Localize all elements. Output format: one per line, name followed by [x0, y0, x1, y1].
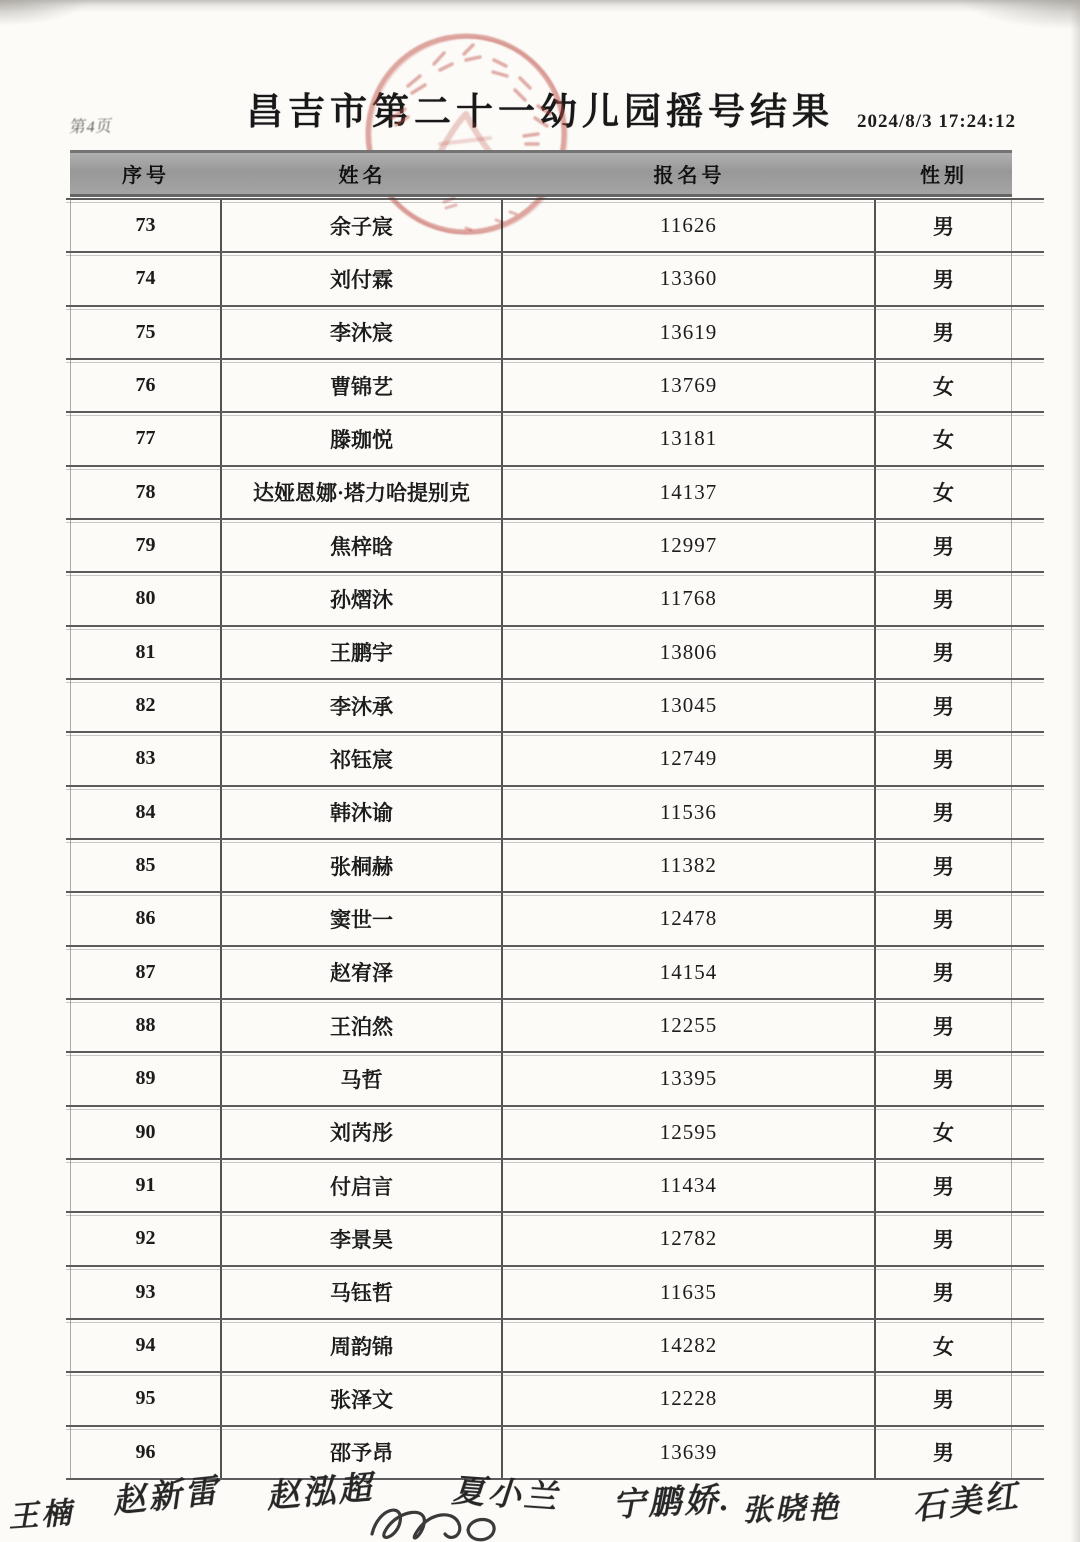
- table-row: [66, 678, 1044, 731]
- row-right-gutter: [1012, 680, 1044, 731]
- row-gender: 男: [876, 1000, 1012, 1051]
- row-serial-number: 88: [70, 1000, 222, 1051]
- scan-corner-shadow-right: [960, 0, 1080, 30]
- row-registration-number: 12228: [503, 1373, 876, 1424]
- row-right-gutter: [1012, 1160, 1044, 1211]
- row-student-name: 张桐赫: [222, 840, 503, 891]
- row-registration-number: 12255: [503, 1000, 876, 1051]
- handwritten-signature: 石美红: [910, 1478, 1023, 1528]
- row-student-name: 赵宥泽: [222, 947, 503, 998]
- row-right-gutter: [1012, 520, 1044, 571]
- row-gender: 男: [876, 307, 1012, 358]
- row-serial-number: 73: [70, 200, 222, 251]
- row-gender: 男: [876, 573, 1012, 624]
- scan-corner-shadow-left: [0, 0, 90, 26]
- row-student-name: 王鹏宇: [222, 627, 503, 678]
- table-row: [66, 731, 1044, 784]
- row-serial-number: 96: [70, 1427, 222, 1478]
- row-serial-number: 91: [70, 1160, 222, 1211]
- row-serial-number: 94: [70, 1320, 222, 1371]
- row-gender: 男: [876, 893, 1012, 944]
- row-registration-number: 14282: [503, 1320, 876, 1371]
- table-row: [66, 838, 1044, 891]
- table-row: [66, 1105, 1044, 1158]
- table-row: [66, 518, 1044, 571]
- row-registration-number: 13360: [503, 253, 876, 304]
- row-student-name: 马钰哲: [222, 1267, 503, 1318]
- row-right-gutter: [1012, 840, 1044, 891]
- row-right-gutter: [1012, 733, 1044, 784]
- row-student-name: 付启言: [222, 1160, 503, 1211]
- row-right-gutter: [1012, 1107, 1044, 1158]
- row-gender: 男: [876, 787, 1012, 838]
- table-row: [66, 1371, 1044, 1424]
- table-row: [66, 785, 1044, 838]
- table-row: [66, 625, 1044, 678]
- row-right-gutter: [1012, 1373, 1044, 1424]
- row-registration-number: 13639: [503, 1427, 876, 1478]
- row-student-name: 韩沐谕: [222, 787, 503, 838]
- row-registration-number: 13619: [503, 307, 876, 358]
- row-serial-number: 95: [70, 1373, 222, 1424]
- row-gender: 男: [876, 1053, 1012, 1104]
- page-number-label: 第4页: [68, 118, 115, 137]
- row-student-name: 刘付霖: [222, 253, 503, 304]
- row-serial-number: 90: [70, 1107, 222, 1158]
- row-registration-number: 11768: [503, 573, 876, 624]
- row-serial-number: 74: [70, 253, 222, 304]
- table-row: [66, 1158, 1044, 1211]
- row-gender: 女: [876, 467, 1012, 518]
- row-right-gutter: [1012, 947, 1044, 998]
- row-student-name: 张泽文: [222, 1373, 503, 1424]
- row-student-name: 李沐宸: [222, 307, 503, 358]
- handwritten-signature: 夏小兰: [450, 1473, 561, 1517]
- row-registration-number: 14137: [503, 467, 876, 518]
- row-serial-number: 82: [70, 680, 222, 731]
- row-gender: 男: [876, 947, 1012, 998]
- row-student-name: 周韵锦: [222, 1320, 503, 1371]
- row-gender: 女: [876, 360, 1012, 411]
- row-student-name: 焦梓晗: [222, 520, 503, 571]
- row-right-gutter: [1012, 1053, 1044, 1104]
- row-right-gutter: [1012, 307, 1044, 358]
- row-student-name: 祁钰宸: [222, 733, 503, 784]
- row-right-gutter: [1012, 893, 1044, 944]
- row-serial-number: 79: [70, 520, 222, 571]
- row-gender: 女: [876, 413, 1012, 464]
- row-registration-number: 11635: [503, 1267, 876, 1318]
- row-right-gutter: [1012, 1320, 1044, 1371]
- table-header-row: [70, 150, 1012, 197]
- row-right-gutter: [1012, 360, 1044, 411]
- column-header-gender: 性别: [920, 165, 968, 187]
- partial-handwritten-signature: [360, 1500, 510, 1542]
- table-row: [66, 251, 1044, 304]
- row-registration-number: 12478: [503, 893, 876, 944]
- row-registration-number: 11626: [503, 200, 876, 251]
- handwritten-signature: 赵新雷: [110, 1473, 222, 1521]
- row-gender: 男: [876, 253, 1012, 304]
- row-student-name: 余子宸: [222, 200, 503, 251]
- row-student-name: 曹锦艺: [222, 360, 503, 411]
- table-row: [66, 358, 1044, 411]
- row-gender: 男: [876, 1373, 1012, 1424]
- row-gender: 女: [876, 1107, 1012, 1158]
- row-registration-number: 11382: [503, 840, 876, 891]
- row-registration-number: 13395: [503, 1053, 876, 1104]
- page-title: 昌吉市第二十一幼儿园摇号结果: [246, 91, 834, 133]
- row-serial-number: 83: [70, 733, 222, 784]
- column-header-serial: 序号: [122, 165, 170, 187]
- table-row: [66, 1425, 1044, 1478]
- row-gender: 男: [876, 1213, 1012, 1264]
- row-gender: 男: [876, 200, 1012, 251]
- row-serial-number: 76: [70, 360, 222, 411]
- row-right-gutter: [1012, 787, 1044, 838]
- row-student-name: 马哲: [222, 1053, 503, 1104]
- row-serial-number: 92: [70, 1213, 222, 1264]
- row-serial-number: 89: [70, 1053, 222, 1104]
- row-student-name: 邵予昂: [222, 1427, 503, 1478]
- row-gender: 男: [876, 733, 1012, 784]
- row-right-gutter: [1012, 1000, 1044, 1051]
- handwritten-signature: 张晓艳: [741, 1491, 842, 1528]
- row-student-name: 王泊然: [222, 1000, 503, 1051]
- row-gender: 男: [876, 840, 1012, 891]
- row-student-name: 李沐承: [222, 680, 503, 731]
- table-row: [66, 465, 1044, 518]
- row-gender: 男: [876, 1427, 1012, 1478]
- row-serial-number: 75: [70, 307, 222, 358]
- row-right-gutter: [1012, 573, 1044, 624]
- row-serial-number: 81: [70, 627, 222, 678]
- table-row: [66, 1318, 1044, 1371]
- row-serial-number: 85: [70, 840, 222, 891]
- row-registration-number: 14154: [503, 947, 876, 998]
- row-registration-number: 12782: [503, 1213, 876, 1264]
- row-serial-number: 87: [70, 947, 222, 998]
- row-right-gutter: [1012, 253, 1044, 304]
- timestamp: 2024/8/3 17:24:12: [857, 111, 1016, 132]
- row-registration-number: 12595: [503, 1107, 876, 1158]
- row-student-name: 达娅恩娜·塔力哈提别克: [222, 467, 503, 518]
- row-registration-number: 13045: [503, 680, 876, 731]
- row-serial-number: 93: [70, 1267, 222, 1318]
- row-gender: 男: [876, 627, 1012, 678]
- handwritten-signature: 王楠: [7, 1496, 76, 1535]
- scan-edge-shadow-right: [1070, 0, 1080, 1542]
- table-row: [66, 305, 1044, 358]
- row-right-gutter: [1012, 1213, 1044, 1264]
- row-student-name: 窦世一: [222, 893, 503, 944]
- row-registration-number: 11434: [503, 1160, 876, 1211]
- row-right-gutter: [1012, 627, 1044, 678]
- handwritten-signature: 赵泓超: [264, 1470, 376, 1516]
- table-row: [66, 998, 1044, 1051]
- table-row: [66, 1265, 1044, 1318]
- row-gender: 男: [876, 1267, 1012, 1318]
- row-right-gutter: [1012, 1267, 1044, 1318]
- row-student-name: 李景昊: [222, 1213, 503, 1264]
- table-row: [66, 945, 1044, 998]
- row-gender: 男: [876, 680, 1012, 731]
- row-right-gutter: [1012, 467, 1044, 518]
- row-registration-number: 13769: [503, 360, 876, 411]
- row-serial-number: 80: [70, 573, 222, 624]
- row-student-name: 滕珈悦: [222, 413, 503, 464]
- table-row: [66, 1051, 1044, 1104]
- table-body: [66, 198, 1044, 1480]
- handwritten-signature: 宁鹏娇.: [611, 1481, 733, 1525]
- row-registration-number: 11536: [503, 787, 876, 838]
- row-right-gutter: [1012, 1427, 1044, 1478]
- row-serial-number: 84: [70, 787, 222, 838]
- row-registration-number: 13181: [503, 413, 876, 464]
- column-header-registration: 报名号: [653, 165, 726, 187]
- row-serial-number: 86: [70, 893, 222, 944]
- row-registration-number: 13806: [503, 627, 876, 678]
- row-student-name: 孙熠沐: [222, 573, 503, 624]
- column-header-name: 姓名: [338, 165, 387, 187]
- row-registration-number: 12749: [503, 733, 876, 784]
- row-gender: 男: [876, 520, 1012, 571]
- table-row: [66, 1211, 1044, 1264]
- row-gender: 男: [876, 1160, 1012, 1211]
- row-right-gutter: [1012, 200, 1044, 251]
- table-row: [66, 571, 1044, 624]
- row-student-name: 刘芮彤: [222, 1107, 503, 1158]
- table-row: [66, 198, 1044, 251]
- scan-edge-shadow-top: [0, 0, 1080, 12]
- row-serial-number: 77: [70, 413, 222, 464]
- row-serial-number: 78: [70, 467, 222, 518]
- row-registration-number: 12997: [503, 520, 876, 571]
- table-row: [66, 891, 1044, 944]
- row-right-gutter: [1012, 413, 1044, 464]
- table-row: [66, 411, 1044, 464]
- row-gender: 女: [876, 1320, 1012, 1371]
